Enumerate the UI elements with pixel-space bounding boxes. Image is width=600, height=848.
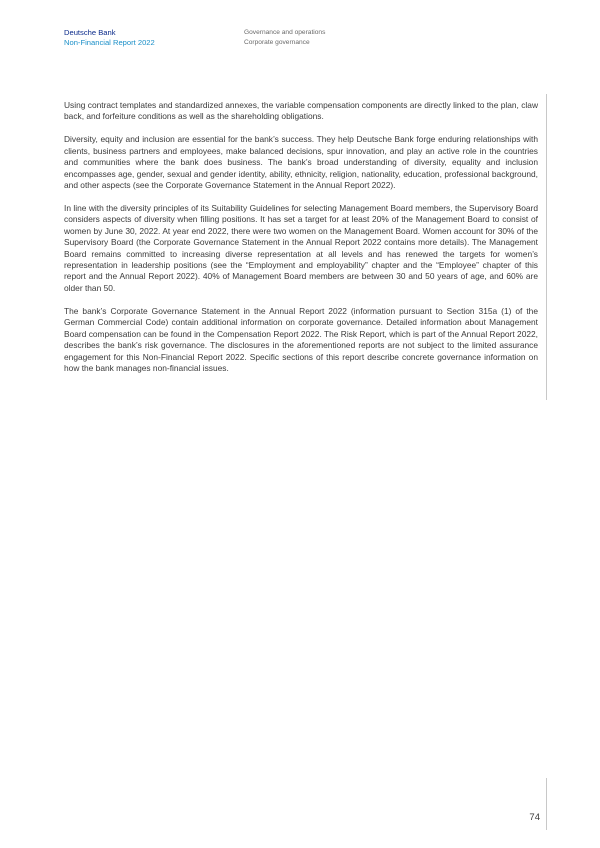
paragraph-3: In line with the diversity principles of its Suitability Guidelines for selecting Management Board members, the Supervisory Board considers aspects of diversity when filling positions. It has set a target for at least 20% of the Management Board to consist of women by June 30, 2022. At year end 2022, there were two women on the Management Board. Women account for 30% of the Supervisory Board (the Corporate Governance Statement in the Annual Report 2022 contains more details). The Management Board remains committed to increasing diverse representation at all levels and has renewed the targets for women’s representation in leadership positions (see the “Employment and employability” chapter and the “Employee” chapter of this report and the Annual Report 2022). 40% of Management Board members are between 30 and 50 years of age, and 60% are older than 50. bbox=[64, 203, 538, 293]
margin-rule-top bbox=[546, 94, 547, 400]
paragraph-2: Diversity, equity and inclusion are essential for the bank’s success. They help Deutsche Bank forge enduring relationships with clients, business partners and employees, make balanced decisions, spur innovation, and play an active role in the countries and communities where the bank does business. The bank’s broad understanding of diversity, equality and inclusion encompasses age, gender, sexual and gender identity, ability, ethnicity, religion, nationality, education, professional background, and other aspects (see the Corporate Governance Statement in the Annual Report 2022). bbox=[64, 134, 538, 191]
paragraph-1: Using contract templates and standardized annexes, the variable compensation components are directly linked to the plan, claw back, and forfeiture conditions as well as the shareholding obligations. bbox=[64, 100, 538, 122]
margin-rule-bottom bbox=[546, 778, 547, 830]
page-number: 74 bbox=[529, 812, 540, 823]
paragraph-4: The bank’s Corporate Governance Statement in the Annual Report 2022 (information pursuant to Section 315a (1) of the German Commercial Code) contain additional information on corporate governance. Detailed information about Management Board compensation can be found in the Compensation Report 2022. The Risk Report, which is part of the Annual Report 2022, describes the bank’s risk governance. The disclosures in the aforementioned reports are not subject to the limited assurance engagement for this Non-Financial Report 2022. Specific sections of this report describe concrete governance information on how the bank manages non-financial issues. bbox=[64, 305, 538, 373]
subsection-title: Corporate governance bbox=[244, 38, 310, 46]
section-title: Governance and operations bbox=[244, 29, 326, 36]
body-text bbox=[64, 100, 538, 386]
brand-name: Deutsche Bank bbox=[64, 28, 116, 37]
header-left bbox=[64, 28, 155, 48]
report-title: Non-Financial Report 2022 bbox=[64, 38, 155, 47]
header-right bbox=[244, 28, 325, 47]
